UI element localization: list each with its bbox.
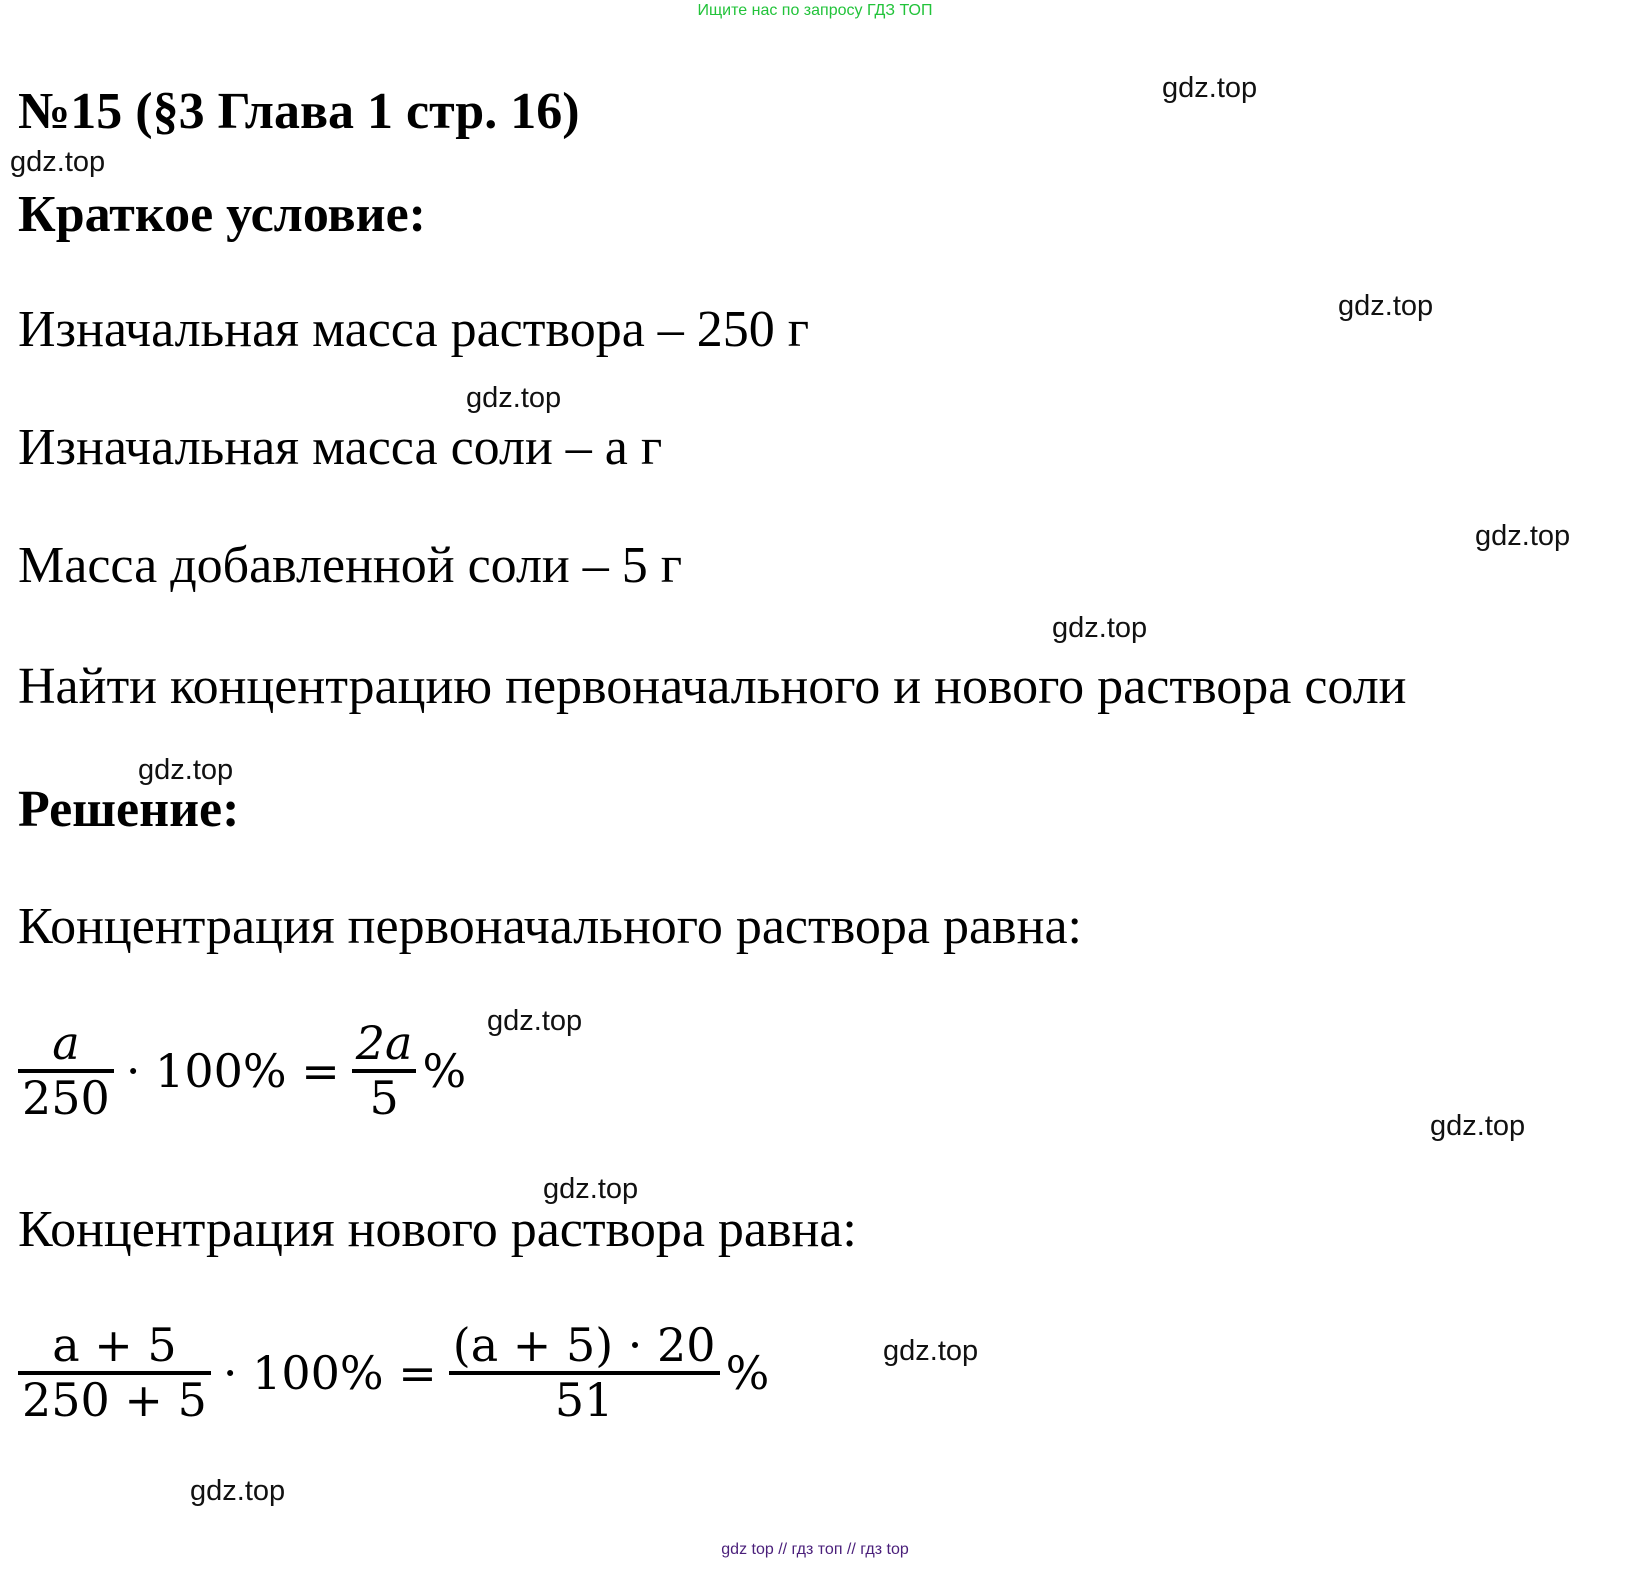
watermark: gdz.top [1052,612,1148,644]
formula-initial-concentration: $\frac{a}{250}$ · 100% = $\frac{2a}{5}$ % [14,1018,474,1123]
solution-heading: Решение: [18,781,240,838]
watermark: gdz.top [1430,1110,1526,1142]
watermark: gdz.top [1162,72,1258,104]
footer-watermark: gdz top // гдз топ // гдз top [721,1541,909,1558]
page-title: №15 (§3 Глава 1 стр. 16) [18,83,580,140]
condition-line: Изначальная масса раствора – 250 г [18,301,810,358]
search-banner: Ищите нас по запросу ГДЗ ТОП [697,2,933,19]
watermark: gdz.top [466,382,562,414]
formula-new-concentration: $\frac{a + 5}{250 + 5}$ · 100% = $\frac{(a + 5) \cdot 20}{51}$ % [14,1320,777,1425]
watermark: gdz.top [138,754,234,786]
condition-line: Найти концентрацию первоначального и нового раствора соли [18,658,1407,715]
fraction: $\frac{2a}{5}$ [352,1018,417,1123]
fraction: $\frac{a + 5}{250 + 5}$ [18,1320,211,1425]
watermark: gdz.top [10,146,106,178]
watermark: gdz.top [1338,290,1434,322]
solution-step-text: Концентрация нового раствора равна: [18,1201,857,1258]
condition-line: Изначальная масса соли – a г [18,419,663,476]
fraction: $\frac{a}{250}$ [18,1018,114,1123]
watermark: gdz.top [1475,520,1571,552]
watermark: gdz.top [487,1005,583,1037]
fraction: $\frac{(a + 5) \cdot 20}{51}$ [449,1320,720,1425]
condition-heading: Краткое условие: [18,186,426,243]
solution-step-text: Концентрация первоначального раствора равна: [18,898,1082,955]
watermark: gdz.top [543,1173,639,1205]
watermark: gdz.top [190,1475,286,1507]
watermark: gdz.top [883,1335,979,1367]
condition-line: Масса добавленной соли – 5 г [18,537,683,594]
